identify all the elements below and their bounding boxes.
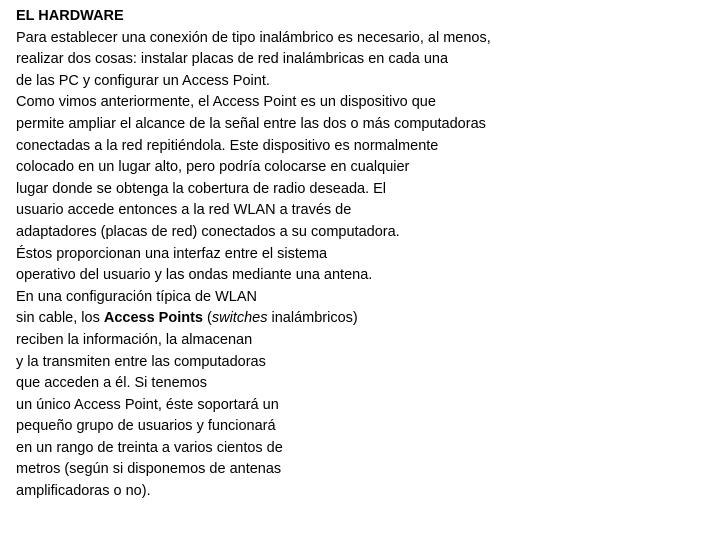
text-line: permite ampliar el alcance de la señal entre las dos o más computadoras	[16, 115, 486, 132]
text-line: y la transmiten entre las computadoras	[16, 353, 266, 370]
text-line: realizar dos cosas: instalar placas de red inalámbricas en cada una	[16, 51, 449, 68]
italic-term-switches: switches	[211, 310, 268, 327]
text-line: operativo del usuario y las ondas mediante una antena.	[16, 267, 373, 284]
text-line: de las PC y configurar un Access Point.	[16, 72, 270, 89]
text-line: usuario accede entonces a la red WLAN a través de	[16, 202, 352, 219]
text-line: En una configuración típica de WLAN	[16, 288, 257, 305]
text-line: pequeño grupo de usuarios y funcionará	[16, 418, 276, 435]
bold-term-access-points: Access Points	[103, 310, 203, 327]
text-line: Para establecer una conexión de tipo inalámbrico es necesario, al menos,	[16, 29, 491, 46]
text-line: lugar donde se obtenga la cobertura de radio deseada. El	[16, 180, 387, 197]
text-line: conectadas a la red repitiéndola. Este dispositivo es normalmente	[16, 137, 439, 154]
text-line: reciben la información, la almacenan	[16, 331, 253, 348]
text-line-mixed	[16, 308, 706, 330]
text-fragment: sin cable, los	[16, 310, 104, 327]
text-fragment: inalámbricos)	[267, 310, 358, 327]
text-line: metros (según si disponemos de antenas	[16, 461, 282, 478]
text-line: adaptadores (placas de red) conectados a su computadora.	[16, 223, 400, 240]
text-fragment: (	[203, 310, 212, 327]
text-line: colocado en un lugar alto, pero podría colocarse en cualquier	[16, 159, 410, 176]
document-body	[16, 6, 706, 503]
text-line: Como vimos anteriormente, el Access Point es un dispositivo que	[16, 94, 436, 111]
text-line: en un rango de treinta a varios cientos de	[16, 439, 283, 456]
text-line: Éstos proporcionan una interfaz entre el sistema	[16, 245, 328, 262]
text-line: que acceden a él. Si tenemos	[16, 375, 208, 392]
document-title: EL HARDWARE	[16, 8, 124, 24]
text-line: amplificadoras o no).	[16, 483, 151, 500]
text-line: un único Access Point, éste soportará un	[16, 396, 279, 413]
